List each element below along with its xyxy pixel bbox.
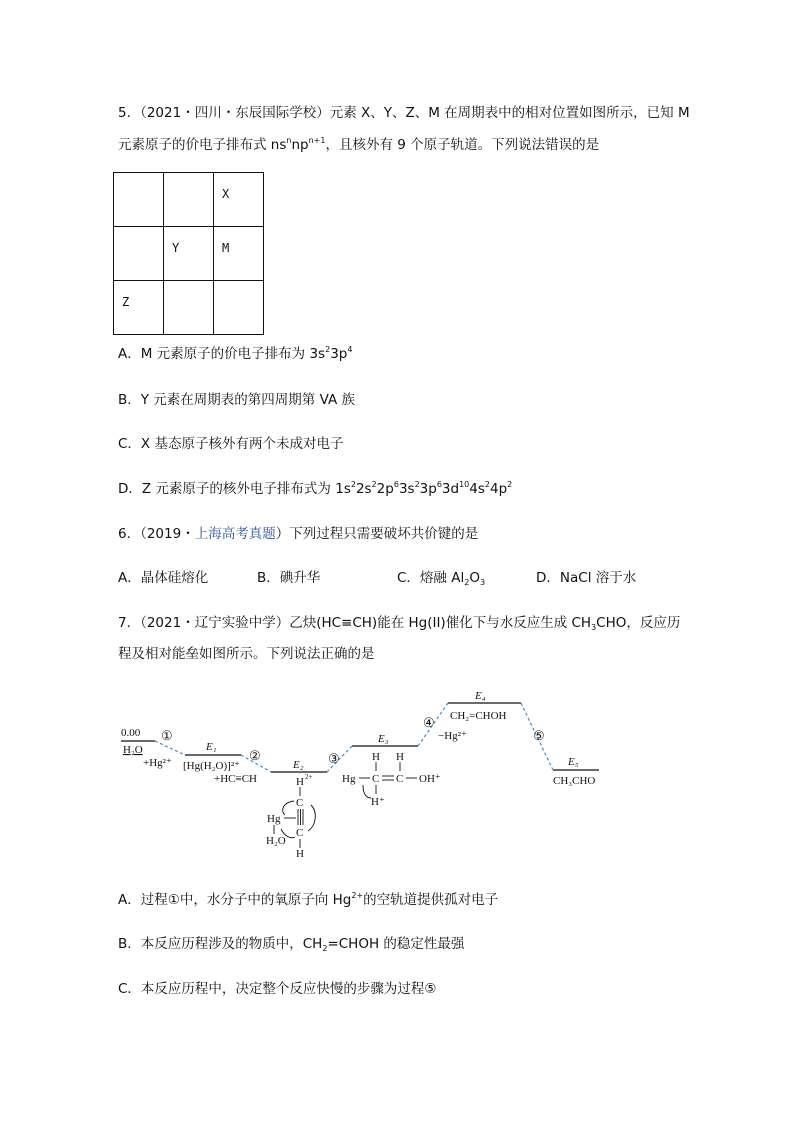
label-e2: E₂ — [293, 759, 304, 771]
s2-c1: C — [296, 797, 304, 809]
q6-option-c-text: C．熔融 Al — [397, 570, 465, 586]
q6-option-c — [397, 569, 485, 587]
q5-stem-2a: 元素原子的价电子排布式 ns — [118, 137, 287, 153]
q6-source-link[interactable]: 上海高考真题 — [194, 526, 276, 542]
q5-option-d-text: 3s — [398, 481, 415, 497]
q7-stem-1b: CHO，反应历 — [596, 615, 681, 631]
q5-line1 — [118, 104, 690, 122]
reactant-water: H₂O — [123, 744, 143, 756]
q7-option-a-text: A．过程①中，水分子中的氧原子向 Hg — [118, 892, 352, 908]
grid-cell: Y — [164, 227, 214, 281]
grid-cell — [214, 281, 264, 335]
q5-option-d-text: 4p — [490, 481, 508, 497]
q5-option-d-text: 3d — [441, 481, 460, 497]
grid-cell — [114, 227, 164, 281]
step-5: ⑤ — [533, 728, 545, 743]
q6-option-c-text: O — [469, 570, 480, 586]
s3-h2: H — [396, 751, 404, 763]
label-e1: E₁ — [206, 741, 217, 753]
q7-option-b — [118, 935, 464, 953]
grid-row — [114, 173, 264, 227]
q5-source: （2021・四川・东辰国际学校） — [140, 105, 330, 121]
q5-line2 — [118, 136, 599, 154]
grid-row — [114, 227, 264, 281]
grid-cell — [164, 281, 214, 335]
species-vinyl-alcohol: CH₂=CHOH — [450, 710, 507, 722]
sup: 2 — [371, 480, 377, 489]
species-minus-hg: −Hg²⁺ — [438, 730, 467, 742]
reaction-energy-diagram — [113, 688, 613, 863]
q7-option-a-text: 的空轨道提供孤对电子 — [363, 892, 499, 908]
s2-h2o: H₂O — [266, 835, 286, 847]
sub: 2 — [322, 944, 328, 953]
q5-option-d — [118, 480, 512, 498]
reactant-hg: +Hg²⁺ — [143, 757, 172, 769]
sub: 3 — [591, 623, 597, 632]
grid-cell: X — [214, 173, 264, 227]
step-2: ② — [249, 748, 261, 763]
q5-option-a-text: 3p — [330, 346, 348, 362]
q5-option-d-text: D．Z 元素原子的核外电子排布式为 1s — [118, 481, 351, 497]
q5-option-d-text: 3p — [419, 481, 437, 497]
s3-hplus: H⁺ — [371, 796, 385, 808]
sub: 3 — [479, 578, 486, 587]
species-complex: [Hg(H₂O)]²⁺ — [183, 760, 240, 772]
q5-option-c — [118, 435, 343, 453]
step-3: ③ — [328, 751, 340, 766]
q6-number: 6．（2019・ — [118, 526, 195, 542]
q6-stem — [118, 525, 478, 543]
q5-sup: n — [286, 136, 292, 145]
q7-option-a — [118, 891, 498, 909]
q6-option-d: D．NaCl 溶于水 — [536, 570, 637, 586]
q5-option-d-text: 2p — [376, 481, 394, 497]
periodic-grid — [113, 172, 264, 335]
sup: 4 — [347, 345, 353, 354]
s3-h1: H — [372, 751, 380, 763]
s2-c2: C — [296, 827, 304, 839]
grid-row — [114, 281, 264, 335]
sup: 10 — [459, 480, 470, 489]
grid-cell — [164, 173, 214, 227]
q6-option-b: B．碘升华 — [257, 570, 321, 586]
q5-option-b — [118, 391, 355, 409]
q7-line1 — [118, 614, 680, 632]
s2-h-top: H — [296, 776, 304, 788]
q6-stem-text: ）下列过程只需要破坏共价键的是 — [275, 526, 479, 542]
q5-option-a — [118, 345, 352, 363]
connector — [155, 741, 185, 755]
q7-stem-1a: 7．（2021・辽宁实验中学）乙炔(HC≡CH)能在 Hg(II)催化下与水反应生成 CH — [118, 615, 592, 631]
q5-number: 5． — [118, 105, 141, 121]
curved-arrow — [308, 805, 315, 831]
sup: 6 — [436, 480, 442, 489]
s2-hg: Hg — [267, 813, 281, 825]
sup: 2 — [484, 480, 490, 489]
q5-option-d-text: 4s — [469, 481, 485, 497]
q7-option-b-text: B．本反应历程涉及的物质中，CH — [118, 936, 323, 952]
curved-arrow — [283, 801, 294, 815]
step-1: ① — [161, 728, 173, 743]
q7-option-c — [118, 980, 437, 998]
sub: 2 — [464, 578, 470, 587]
sup: 2 — [350, 480, 356, 489]
step-4: ④ — [423, 715, 435, 730]
s2-charge: 2+ — [305, 773, 313, 781]
q6-options — [118, 569, 678, 587]
label-e5: E₅ — [568, 756, 579, 768]
species-product: CH₃CHO — [553, 775, 596, 787]
sup: 6 — [393, 480, 399, 489]
sup: 2 — [507, 480, 513, 489]
species-acetylene: +HC≡CH — [214, 773, 257, 785]
q5-option-c-text: C．X 基态原子核外有两个未成对电子 — [118, 436, 344, 452]
q6-option-a: A．晶体硅熔化 — [118, 570, 209, 586]
grid-cell: Z — [114, 281, 164, 335]
label-e4: E₄ — [475, 690, 486, 702]
q7-line2 — [118, 645, 375, 663]
intermediate-3-structure — [342, 751, 441, 808]
s3-c1: C — [372, 773, 380, 785]
q7-option-b-text: =CHOH 的稳定性最强 — [327, 936, 465, 952]
s3-c2: C — [396, 773, 404, 785]
s3-oh: OH⁺ — [419, 773, 441, 785]
q5-option-a-text: A．M 元素原子的价电子排布为 3s — [118, 346, 326, 362]
grid-cell: M — [214, 227, 264, 281]
intermediate-2-structure — [266, 773, 315, 860]
q5-option-b-text: B．Y 元素在周期表的第四周期第 VA 族 — [118, 392, 355, 408]
energy-zero: 0.00 — [121, 727, 141, 739]
s3-hg: Hg — [342, 773, 356, 785]
sup: 2 — [414, 480, 420, 489]
grid-cell — [114, 173, 164, 227]
q5-stem-2c: ，且核外有 9 个原子轨道。下列说法错误的是 — [325, 137, 600, 153]
q7-option-c-text: C．本反应历程中，决定整个反应快慢的步骤为过程⑤ — [118, 981, 437, 997]
q7-stem-2: 程及相对能垒如图所示。下列说法正确的是 — [118, 646, 375, 662]
sup: 2 — [325, 345, 331, 354]
curved-arrow — [363, 785, 371, 798]
q5-option-d-text: 2s — [355, 481, 372, 497]
q5-stem-1: 元素 X、Y、Z、M 在周期表中的相对位置如图所示，已知 M — [329, 105, 690, 121]
label-e3: E₃ — [378, 733, 389, 745]
q5-stem-2b: np — [291, 137, 309, 153]
s2-h-bottom: H — [296, 848, 304, 860]
q5-sup: n+1 — [308, 136, 326, 145]
sup: 2+ — [351, 891, 364, 900]
